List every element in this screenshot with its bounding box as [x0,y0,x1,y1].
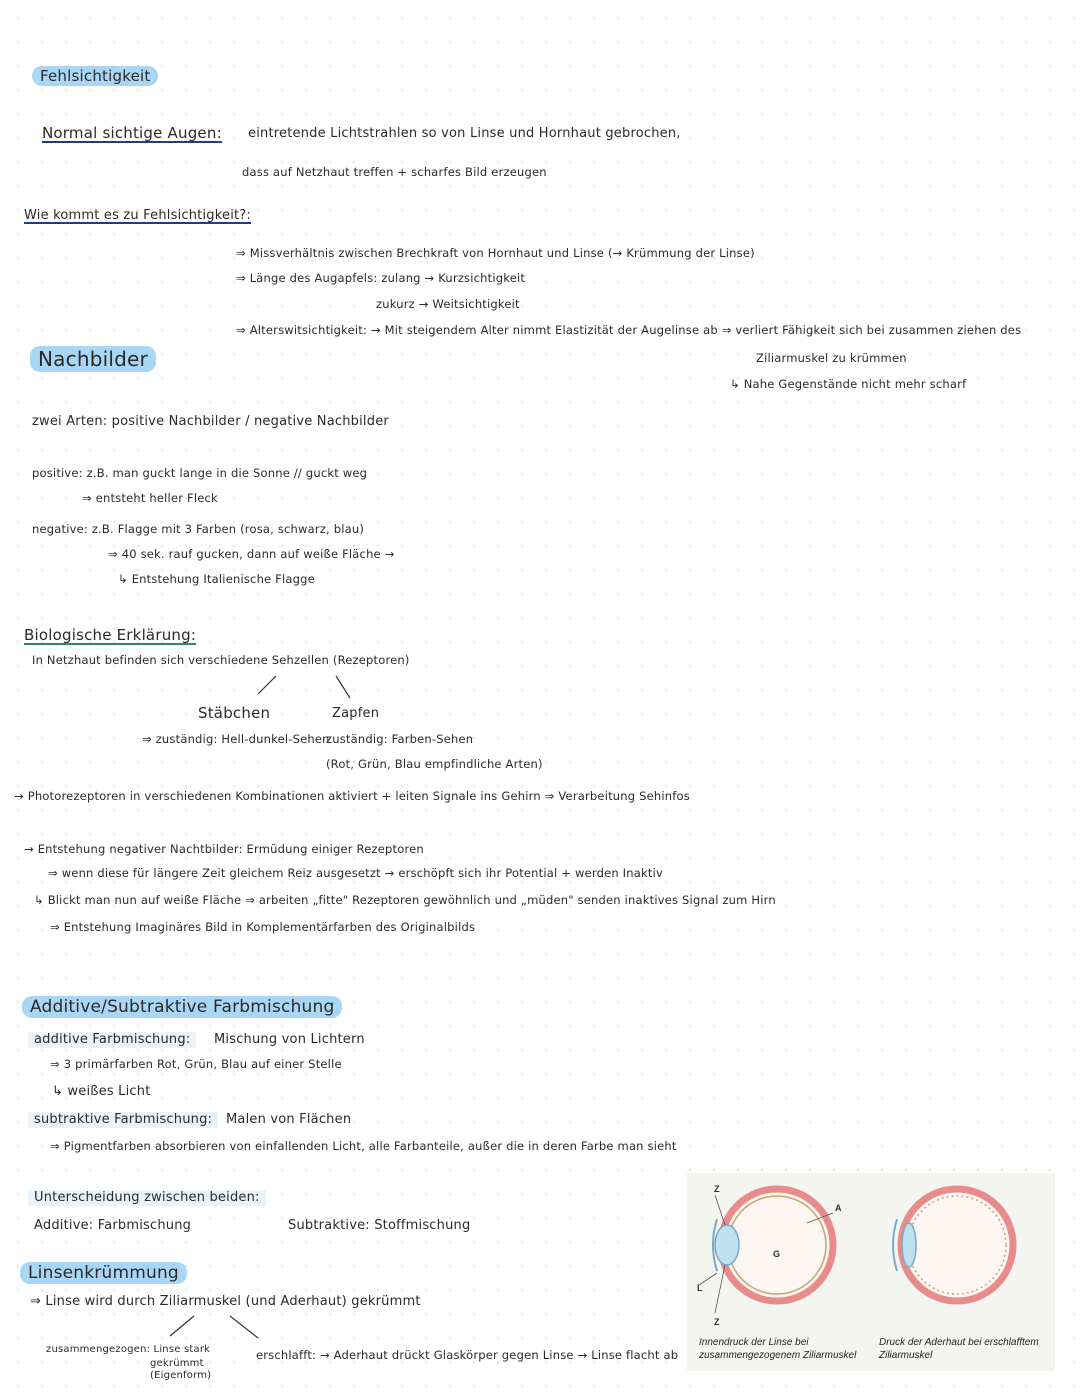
wie-line-5: Ziliarmuskel zu krümmen [756,351,907,365]
figure-label-a: A [835,1203,842,1213]
wie-line-6: ↳ Nahe Gegenstände nicht mehr scharf [730,377,967,391]
bio-label: Biologische Erklärung: [24,626,197,644]
zapfen-desc-2: (Rot, Grün, Blau empfindliche Arten) [326,757,543,771]
wie-line-2: ⇒ Länge des Augapfels: zulang → Kurzsichtigkeit [236,271,526,285]
heading-nachbilder: Nachbilder [30,346,156,372]
branch-line-linsen-left [170,1316,194,1336]
linsen-zusammengezogen: zusammengezogen: Linse stark [46,1344,211,1355]
additive-line-2: ⇒ 3 primärfarben Rot, Grün, Blau auf einer Stelle [50,1057,342,1071]
heading-additive: Additive/Subtraktive Farbmischung [22,996,342,1018]
normal-text-1: eintretende Lichtstrahlen so von Linse und Hornhaut gebrochen, [248,126,681,141]
figure-caption-right: Druck der Aderhaut bei erschlafftem Ziliarmuskel [879,1337,1039,1361]
subtraktive-line-2: ⇒ Pigmentfarben absorbieren von einfallenden Licht, alle Farbanteile, außer die in deren Farbe man sieht [50,1139,677,1153]
negative-line-3: ↳ Entstehung Italienische Flagge [118,572,315,586]
wie-label: Wie kommt es zu Fehlsichtigkeit?: [24,208,251,223]
bio-text: In Netzhaut befinden sich verschiedene Sehzellen (Rezeptoren) [32,653,410,667]
entstehung-line-4: ⇒ Entstehung Imaginäres Bild in Komplementärfarben des Originalbilds [50,920,476,934]
figure-caption-left: Innendruck der Linse bei zusammengezogenem Ziliarmuskel [699,1337,857,1361]
staebchen-label: Stäbchen [198,704,271,722]
branch-line-left [258,676,276,694]
figure-label-z-top: Z [714,1184,720,1194]
additive-text: Mischung von Lichtern [214,1032,365,1047]
eye-diagram-figure [687,1173,1055,1371]
negative-line-1: negative: z.B. Flagge mit 3 Farben (rosa, schwarz, blau) [32,522,365,536]
additive-line-3: ↳ weißes Licht [52,1084,151,1099]
zapfen-label: Zapfen [332,706,380,721]
eye-left [699,1189,833,1313]
wie-line-1: ⇒ Missverhältnis zwischen Brechkraft von Hornhaut und Linse (→ Krümmung der Linse) [236,246,755,260]
positive-line-2: ⇒ entsteht heller Fleck [82,491,218,505]
branch-line-right [336,676,350,698]
eye-right [893,1189,1013,1301]
wie-line-4: ⇒ Alterswitsichtigkeit: → Mit steigendem Alter nimmt Elastizität der Augelinse ab ⇒ verliert Fähigkeit sich bei zusammen ziehen des [236,323,1022,337]
negative-line-2: ⇒ 40 sek. rauf gucken, dann auf weiße Fläche → [108,547,395,561]
linsen-erschlafft: erschlafft: → Aderhaut drückt Glaskörper gegen Linse → Linse flacht ab [256,1348,679,1362]
subtraktive-text: Malen von Flächen [226,1112,352,1127]
linsen-line-1: ⇒ Linse wird durch Ziliarmuskel (und Aderhaut) gekrümmt [30,1294,421,1309]
entstehung-line-2: ⇒ wenn diese für längere Zeit gleichem Reiz ausgesetzt → erschöpft sich ihr Potential + werden Inaktiv [48,866,663,880]
additive-label: additive Farbmischung: [28,1032,196,1048]
positive-line-1: positive: z.B. man guckt lange in die Sonne // guckt weg [32,466,368,480]
figure-label-z-bottom: Z [714,1317,720,1327]
wie-line-3: zukurz → Weitsichtigkeit [376,297,520,311]
zwei-arten: zwei Arten: positive Nachbilder / negative Nachbilder [32,414,389,429]
normal-label: Normal sichtige Augen: [42,124,222,142]
unterscheidung-subtraktive: Subtraktive: Stoffmischung [288,1218,471,1233]
unterscheidung-label: Unterscheidung zwischen beiden: [28,1190,266,1206]
heading-fehlsichtigkeit: Fehlsichtigkeit [32,66,158,86]
subtraktive-label: subtraktive Farbmischung: [28,1112,218,1128]
linsen-zusammengezogen-2: gekrümmt [150,1358,204,1369]
heading-linsenkruemmung: Linsenkrümmung [20,1262,187,1284]
staebchen-desc: ⇒ zuständig: Hell-dunkel-Sehen [142,732,330,746]
photo-line: → Photorezeptoren in verschiedenen Kombinationen aktiviert + leiten Signale ins Gehirn ⇒ Verarbeitung Sehinfos [14,789,690,803]
branch-line-linsen-right [230,1316,258,1338]
entstehung-line-3: ↳ Blickt man nun auf weiße Fläche ⇒ arbeiten „fitte" Rezeptoren gewöhnlich und „müden" senden inaktives Signal zum Hirn [34,893,776,907]
unterscheidung-additive: Additive: Farbmischung [34,1218,192,1233]
figure-label-l: L [697,1283,703,1293]
normal-text-2: dass auf Netzhaut treffen + scharfes Bild erzeugen [242,165,547,179]
figure-label-g: G [773,1249,781,1259]
linsen-zusammengezogen-3: (Eigenform) [150,1370,212,1381]
entstehung-line-1: → Entstehung negativer Nachtbilder: Ermüdung einiger Rezeptoren [24,842,424,856]
zapfen-desc-1: zuständig: Farben-Sehen [326,732,474,746]
